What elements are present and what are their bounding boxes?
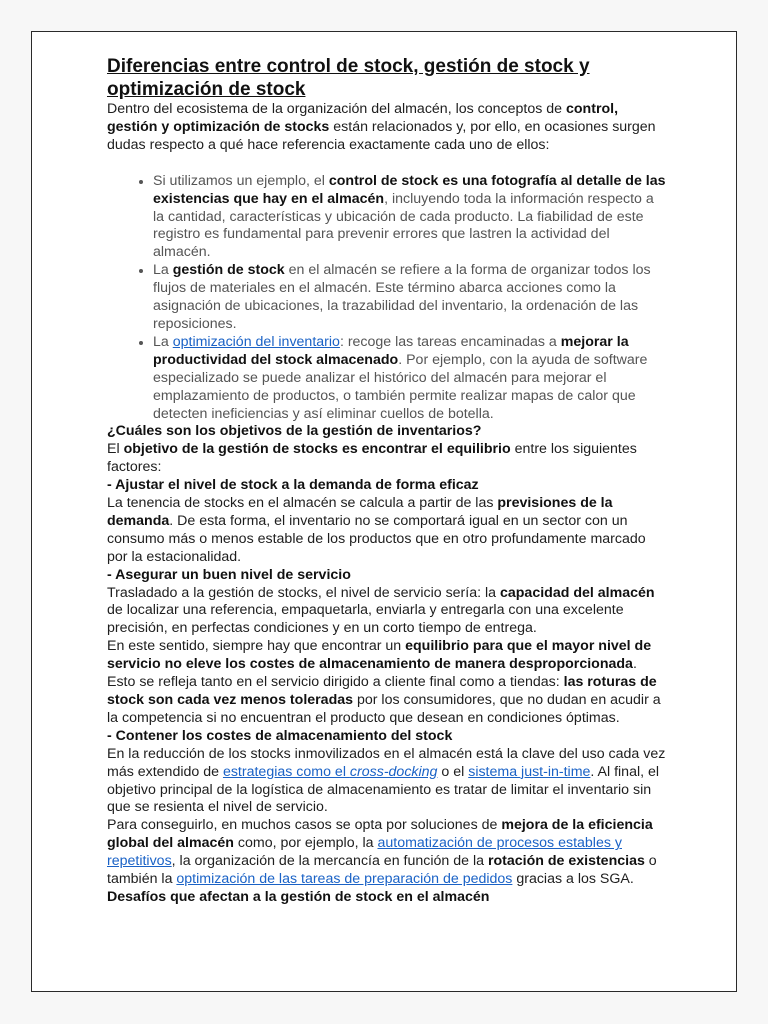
text: Si utilizamos un ejemplo, el [153,172,329,189]
text: La tenencia de stocks en el almacén se calcula a partir de las [107,495,498,512]
document-title: Diferencias entre control de stock, gestión de stock y optimización de stock [107,56,590,100]
intro-paragraph [107,101,667,155]
text: o el [437,763,469,780]
text: En la reducción de los stocks inmovilizados en el almacén está la clave del uso cada vez más extendido de [107,745,666,780]
bold-text: mejora de la eficiencia global del almacén [107,817,653,852]
costes-paragraph-2 [107,817,667,889]
subheading-ajustar: - Ajustar el nivel de stock a la demanda de forma eficaz [107,477,479,494]
servicio-paragraph-3 [107,674,667,728]
text: La [153,333,173,350]
bold-text: equilibrio para que el mayor nivel de servicio no eleve los costes de almacenamiento de manera desproporcionada [107,638,652,673]
text: gracias a los SGA. [512,871,634,888]
text: , incluyendo toda la información respecto a la cantidad, características y ubicación de cada producto. La fiabilidad de este registro es fundamental para prevenir errores que lastren la actividad del almacén. [153,190,654,261]
document-page [31,31,737,992]
text: , la organización de la mercancía en función de la [171,853,488,870]
subheading-costes: - Contener los costes de almacenamiento del stock [107,727,453,744]
objetivo-paragraph [107,441,667,477]
text: Trasladado a la gestión de stocks, el nivel de servicio sería: la [107,584,500,601]
text: . Por ejemplo, con la ayuda de software especializado se puede analizar el histórico del almacén para mejorar el emplazamiento de productos, o también permite realizar mapas de calor que detecten ineficiencias y así eliminar cuellos de botella. [153,351,648,422]
bold-text: control de stock es una fotografía al detalle de las existencias que hay en el almacén [153,172,666,207]
text: . De esta forma, el inventario no se comportará igual en un sector con un consumo más o menos estable de los productos que en otro profundamente marcado por la estacionalidad. [107,512,646,565]
text: están relacionados y, por ello, en ocasiones surgen dudas respecto a qué hace referencia exactamente cada uno de ellos: [107,118,656,153]
section-heading-objetivos: ¿Cuáles son los objetivos de la gestión de inventarios? [107,423,482,440]
link-text: estrategias como el [222,763,350,780]
bold-text: las roturas de stock son cada vez menos toleradas [107,674,657,708]
text: como, por ejemplo, la [233,835,378,852]
section-heading-desafios: Desafíos que afectan a la gestión de stock en el almacén [107,888,490,905]
link-just-in-time[interactable]: sistema just-in-time [468,763,591,780]
document-content [107,55,667,907]
link-preparacion-pedidos[interactable]: optimización de las tareas de preparación de pedidos [176,871,513,888]
text: La [153,262,173,279]
link-optimizacion-inventario[interactable]: optimización del inventario [172,333,340,350]
text: . [632,656,637,673]
bullet-list [107,173,667,424]
text: En este sentido, siempre hay que encontrar un [107,638,406,655]
text: : recoge las tareas encaminadas a [339,333,561,350]
bold-text: control, gestión y optimización de stocks [107,101,619,135]
link-text-italic: cross-docking [349,763,438,780]
bold-text: capacidad del almacén [499,584,655,601]
ajustar-paragraph [107,495,667,567]
text: por los consumidores, que no dudan en acudir a la competencia si no encuentran el producto que desean en condiciones óptimas. [107,692,661,726]
servicio-paragraph-1 [107,585,667,639]
text: Dentro del ecosistema de la organización del almacén, los conceptos de [107,101,566,117]
costes-paragraph-1 [107,746,667,818]
subheading-servicio: - Asegurar un buen nivel de servicio [107,566,351,583]
bold-text: objetivo de la gestión de stocks es encontrar el equilibrio [123,441,511,458]
text: de localizar una referencia, empaquetarla, enviarla y entregarla con una excelente precisión, en perfectas condiciones y en un corto tiempo de entrega. [107,602,624,637]
list-item [153,262,667,334]
bold-text: previsiones de la demanda [107,495,613,529]
servicio-paragraph-2 [107,638,667,674]
bold-text: mejorar la productividad del stock almacenado [153,333,629,368]
text: o también la [107,853,657,888]
text: en el almacén se refiere a la forma de organizar todos los flujos de materiales en el almacén. Este término abarca acciones como la asignación de ubicaciones, la trazabilidad del inventario, la ordenación de las reposiciones. [153,262,651,332]
bold-text: rotación de existencias [487,853,645,870]
text: entre los siguientes factores: [107,441,637,476]
text: El [107,441,124,458]
text: Para conseguirlo, en muchos casos se opta por soluciones de [107,817,502,834]
link-cross-docking[interactable] [223,764,438,780]
text: Esto se refleja tanto en el servicio dirigido a cliente final como a tiendas: [107,674,564,691]
text: . Al final, el objetivo principal de la logística de almacenamiento es tratar de limitar el inventario sin que se resienta el nivel de servicio. [107,763,660,816]
link-automatizacion[interactable]: automatización de procesos estables y repetitivos [107,835,622,870]
bold-text: gestión de stock [172,262,285,279]
list-item [153,334,667,424]
list-item [153,173,667,263]
